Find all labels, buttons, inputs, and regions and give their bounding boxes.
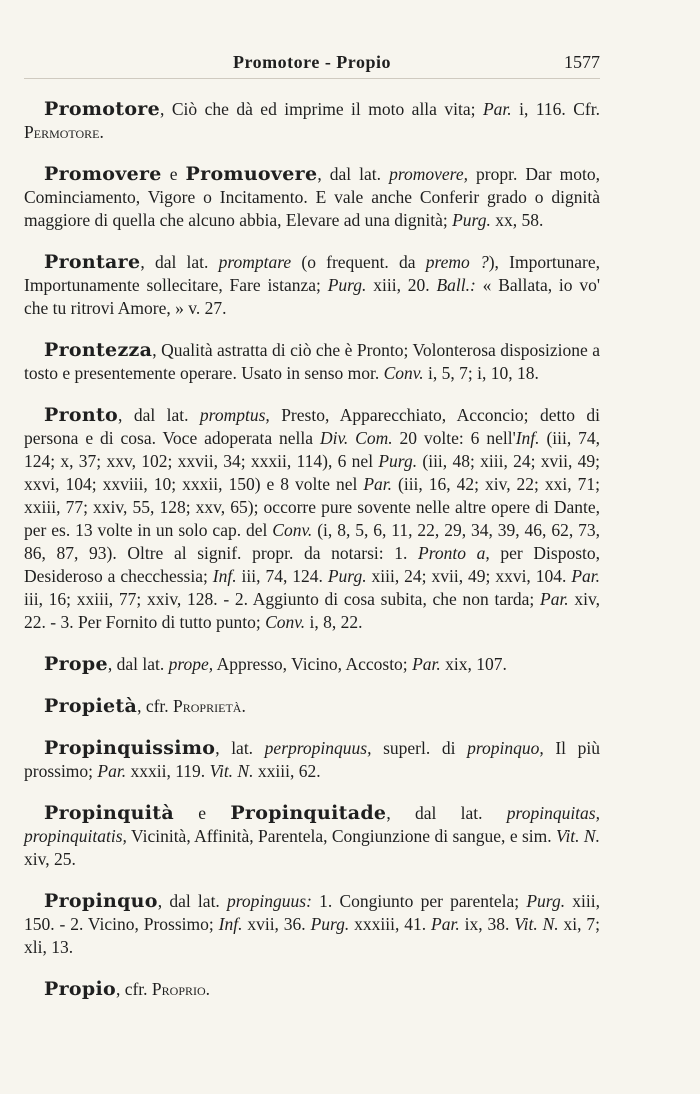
entry-text: , cfr. <box>137 696 174 716</box>
entry-text: ), Importunare, Importunamente sollecitare, Fare istanza; <box>24 252 600 295</box>
page-header <box>24 52 600 79</box>
italic-ref: Conv. <box>265 612 306 632</box>
italic-ref: Conv. <box>272 520 313 540</box>
headword: Propinquo <box>44 890 158 912</box>
italic-ref: Inf. <box>218 914 243 934</box>
dictionary-entry <box>24 653 600 676</box>
dictionary-entry <box>24 163 600 232</box>
dictionary-entry <box>24 737 600 783</box>
entry-text: xvii, 36. <box>242 914 311 934</box>
italic-ref: Par. <box>97 761 127 781</box>
entry-text: (i, 8, 5, 6, 11, 22, 29, 34, 39, 46, 62, 73, 86, 87, 93). Oltre al signif. propr. da notarsi: 1. <box>24 520 600 563</box>
small-caps-ref: Proprio <box>151 979 206 999</box>
italic-ref: Purg. <box>327 566 367 586</box>
italic-ref: Purg. <box>327 275 367 295</box>
entry-text: e <box>174 803 231 823</box>
italic-ref: Purg. <box>452 210 491 230</box>
dictionary-entry <box>24 695 600 718</box>
dictionary-entry <box>24 339 600 385</box>
entries-list <box>24 98 600 1020</box>
italic-ref: propinquitas, propinquitatis, <box>24 803 600 846</box>
italic-ref: Par. <box>412 654 441 674</box>
entry-text: xxxii, 119. <box>126 761 210 781</box>
italic-ref: Inf. <box>515 428 540 448</box>
italic-ref: Par. <box>571 566 600 586</box>
italic-ref: Purg. <box>310 914 350 934</box>
entry-text: . <box>205 979 211 999</box>
headword: Prontezza <box>44 339 153 361</box>
italic-ref: propinguus: <box>227 891 312 911</box>
italic-ref: promovere, <box>389 164 468 184</box>
dictionary-entry <box>24 890 600 959</box>
small-caps-ref: Permotore <box>24 122 100 142</box>
dictionary-entry <box>24 98 600 144</box>
headword: Promuovere <box>185 163 318 185</box>
entry-text: superl. di <box>371 738 468 758</box>
entry-text: « Ballata, io vo' che tu ritrovi Amore, » v. 27. <box>24 275 601 318</box>
entry-text: ix, 38. <box>459 914 515 934</box>
italic-ref: Purg. <box>378 451 418 471</box>
italic-ref: Inf. <box>212 566 237 586</box>
entry-text: (iii, 74, 124; x, 37; xxv, 102; xxvii, 34; xxxii, 114), 6 nel <box>24 428 601 471</box>
entry-text: 20 volte: 6 nell' <box>392 428 516 448</box>
headword: Propinquità <box>44 802 174 824</box>
entry-text: , dal lat. <box>157 891 228 911</box>
entry-text: , cfr. <box>115 979 152 999</box>
italic-ref: Div. Com. <box>319 428 393 448</box>
entry-text: , dal lat. <box>118 405 200 425</box>
entry-text: . <box>241 696 246 716</box>
italic-ref: Vit. N. <box>514 914 559 934</box>
entry-text: per Disposto, Desideroso a checchessia; <box>24 543 600 586</box>
entry-text: . <box>99 122 104 142</box>
dictionary-entry <box>24 404 600 634</box>
entry-text: xiii, 24; xvii, 49; xxvi, 104. <box>366 566 572 586</box>
italic-ref: Par. <box>540 589 569 609</box>
italic-ref: Par. <box>363 474 393 494</box>
dictionary-entry <box>24 978 600 1001</box>
page-number: 1577 <box>564 52 600 72</box>
dictionary-entry <box>24 251 600 320</box>
entry-text: (iii, 48; xiii, 24; xvii, 49; xxvi, 104; xxviii, 10; xxxii, 150) e 8 volte nel <box>24 451 600 494</box>
headword: Pronto <box>44 404 119 426</box>
headword: Promovere <box>44 163 162 185</box>
entry-text: iii, 16; xxiii, 77; xxiv, 128. - 2. Aggiunto di cosa subita, che non tarda; <box>24 589 540 609</box>
entry-text: Vicinità, Affinità, Parentela, Congiunzione di sangue, e sim. <box>126 826 557 846</box>
italic-ref: prope, <box>168 654 214 674</box>
italic-ref: Conv. <box>383 363 424 383</box>
entry-text: , dal lat. <box>107 654 169 674</box>
entry-text: xiii, 150. - 2. Vicino, Prossimo; <box>24 891 600 934</box>
entry-text: iii, 74, 124. <box>236 566 328 586</box>
entry-text: xx, 58. <box>490 210 544 230</box>
italic-ref: propinquo, <box>467 738 544 758</box>
italic-ref: Purg. <box>526 891 566 911</box>
entry-text: Appresso, Vicino, Accosto; <box>213 654 413 674</box>
entry-text: xi, 7; xli, 13. <box>24 914 600 957</box>
entry-text: xxxiii, 41. <box>349 914 432 934</box>
italic-ref: Vit. N. <box>209 761 254 781</box>
entry-text: propr. Dar moto, Cominciamento, Vigore o Incitamento. E vale anche Conferir grado o dignità maggiore di quella che alcuno abbia, Elevare ad una dignità; <box>24 164 600 230</box>
entry-text: (iii, 16, 42; xiv, 22; xxi, 71; xxiii, 77; xxiv, 55, 128; xxv, 65); occorre pure sovente nelle altre opere di Dante, per es. 13 volte in un solo cap. del <box>24 474 600 540</box>
entry-text: (o frequent. da <box>291 252 426 272</box>
entry-text: e <box>161 164 186 184</box>
entry-text: i, 116. Cfr. <box>511 99 600 119</box>
italic-ref: Par. <box>482 99 512 119</box>
entry-text: 1. Congiunto per parentela; <box>311 891 527 911</box>
headword: Prope <box>44 653 108 675</box>
entry-text: xiv, 25. <box>24 849 76 869</box>
entry-text: , dal lat. <box>140 252 219 272</box>
italic-ref: Par. <box>431 914 460 934</box>
entry-text: , dal lat. <box>317 164 390 184</box>
italic-ref: Ball.: <box>436 275 476 295</box>
headword: Promotore <box>44 98 160 120</box>
entry-text: , lat. <box>215 738 265 758</box>
entry-text: xiii, 20. <box>366 275 437 295</box>
entry-text: , dal lat. <box>386 803 507 823</box>
entry-text: xiv, 22. - 3. Per Fornito di tutto punto; <box>24 589 600 632</box>
entry-text: xix, 107. <box>440 654 507 674</box>
italic-ref: promptus, <box>199 405 270 425</box>
entry-text: , Ciò che dà ed imprime il moto alla vita; <box>160 99 483 119</box>
entry-text: , Qualità astratta di ciò che è Pronto; Volonterosa disposizione a tosto e presentemente operare. Usato in senso mor. <box>24 340 600 383</box>
entry-text: xxiii, 62. <box>253 761 321 781</box>
entry-text: i, 5, 7; i, 10, 18. <box>423 363 539 383</box>
headword: Propietà <box>44 695 138 717</box>
italic-ref: premo ? <box>425 252 489 272</box>
headword: Propinquitade <box>230 802 387 824</box>
italic-ref: Pronto a, <box>418 543 490 563</box>
italic-ref: perpropinquus, <box>264 738 372 758</box>
running-title: Promotore - Propio <box>233 52 391 72</box>
headword: Propinquissimo <box>44 737 216 759</box>
italic-ref: promptare <box>218 252 292 272</box>
entry-text: Il più prossimo; <box>24 738 600 781</box>
entry-text: Presto, Apparecchiato, Acconcio; detto di persona e di cosa. Voce adoperata nella <box>24 405 600 448</box>
headword: Propio <box>44 978 116 1000</box>
entry-text: i, 8, 22. <box>305 612 363 632</box>
headword: Prontare <box>44 251 141 273</box>
small-caps-ref: Proprietà <box>173 696 242 716</box>
dictionary-entry <box>24 802 600 871</box>
italic-ref: Vit. N. <box>556 826 600 846</box>
